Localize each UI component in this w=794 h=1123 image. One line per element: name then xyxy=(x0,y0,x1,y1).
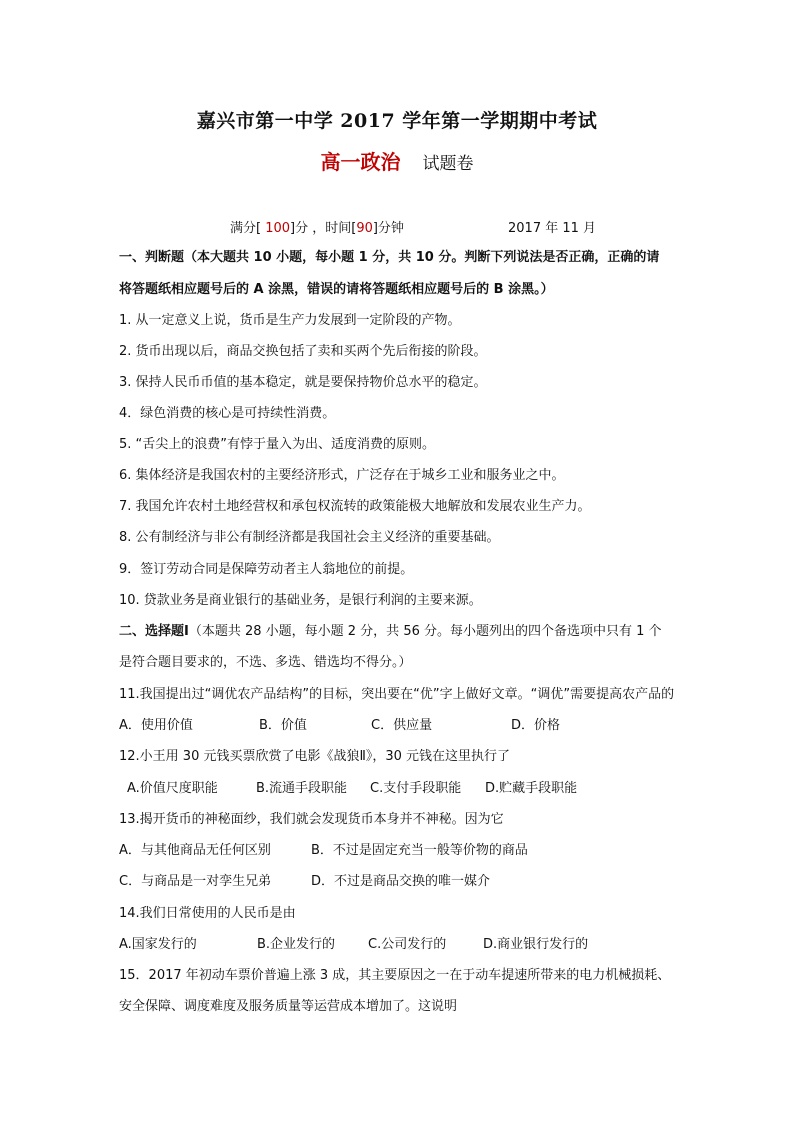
score-value: 100 xyxy=(261,221,291,236)
q13-option-a: A．与其他商品无任何区别 xyxy=(119,843,271,858)
q12-option-d: D.贮藏手段职能 xyxy=(485,781,578,796)
paper-label: 试题卷 xyxy=(422,154,474,174)
judge-item: 4．绿色消费的核心是可持续性消费。 xyxy=(119,406,336,421)
judge-item: 10. 贷款业务是商业银行的基础业务，是银行利润的主要来源。 xyxy=(119,593,482,608)
exam-date: 2017 年 11 月 xyxy=(508,221,597,236)
q13-option-d: D．不过是商品交换的唯一媒介 xyxy=(311,874,491,889)
q12-option-c: C.支付手段职能 xyxy=(370,781,462,796)
q14-option-c: C.公司发行的 xyxy=(368,937,447,952)
q14-option-b: B.企业发行的 xyxy=(257,937,336,952)
section2-heading-bold: 二、选择题Ⅰ xyxy=(119,624,189,639)
q11-option-c: C．供应量 xyxy=(371,718,433,733)
judge-item: 7. 我国允许农村土地经营权和承包权流转的政策能极大地解放和发展农业生产力。 xyxy=(119,499,591,514)
q12-option-a: A.价值尺度职能 xyxy=(127,781,218,796)
section1-heading-line2: 将答题纸相应题号后的 A 涂黑，错误的请将答题纸相应题号后的 B 涂黑。） xyxy=(119,282,554,297)
q12-stem: 12.小王用 30 元钱买票欣赏了电影《战狼Ⅱ》，30 元钱在这里执行了 xyxy=(119,749,511,764)
judge-item: 8. 公有制经济与非公有制经济都是我国社会主义经济的重要基础。 xyxy=(119,530,500,545)
judge-item: 6. 集体经济是我国农村的主要经济形式，广泛存在于城乡工业和服务业之中。 xyxy=(119,468,565,483)
q13-stem: 13.揭开货币的神秘面纱，我们就会发现货币本身并不神秘。因为它 xyxy=(119,812,504,827)
section2-heading-rest: （本题共 28 小题，每小题 2 分，共 56 分。每小题列出的四个备选项中只有 1 个 xyxy=(188,624,662,639)
q11-option-b: B．价值 xyxy=(259,718,307,733)
judge-item: 3. 保持人民币币值的基本稳定，就是要保持物价总水平的稳定。 xyxy=(119,375,487,390)
q14-stem: 14.我们日常使用的人民币是由 xyxy=(119,906,296,921)
section1-heading-line1: 一、判断题（本大题共 10 小题，每小题 1 分，共 10 分。判断下列说法是否正确，正确的请 xyxy=(119,250,660,265)
judge-item: 1. 从一定意义上说，货币是生产力发展到一定阶段的产物。 xyxy=(119,313,461,328)
q11-stem: 11.我国提出过“调优农产品结构”的目标，突出要在“优”字上做好文章。“调优”需要提高农产品的 xyxy=(119,687,675,702)
exam-title: 嘉兴市第一中学 2017 学年第一学期期中考试 xyxy=(196,110,598,132)
q15-stem-line2: 安全保障、调度难度及服务质量等运营成本增加了。这说明 xyxy=(119,999,458,1014)
time-suffix: ]分钟 xyxy=(372,221,404,236)
q15-stem-line1: 15．2017 年初动车票价普遍上涨 3 成，其主要原因之一在于动车提速所带来的电力机械损耗、 xyxy=(119,968,671,983)
q11-option-d: D．价格 xyxy=(511,718,561,733)
q13-option-b: B．不过是固定充当一般等价物的商品 xyxy=(311,843,528,858)
judge-item: 5. “舌尖上的浪费”有悖于量入为出、适度消费的原则。 xyxy=(119,437,436,452)
q14-option-a: A.国家发行的 xyxy=(119,937,197,952)
score-mid: ]分 ，时间[ xyxy=(290,221,357,236)
q13-option-c: C．与商品是一对孪生兄弟 xyxy=(119,874,272,889)
q14-option-d: D.商业银行发行的 xyxy=(483,937,589,952)
section2-heading-line1 xyxy=(119,622,662,642)
q11-option-a: A．使用价值 xyxy=(119,718,193,733)
section2-heading-line2: 是符合题目要求的，不选、多选、错选均不得分。） xyxy=(119,655,412,670)
score-prefix: 满分[ xyxy=(230,221,262,236)
time-value: 90 xyxy=(356,221,373,236)
exam-meta xyxy=(230,217,597,236)
exam-subtitle xyxy=(0,146,794,175)
subject-label: 高一政治 xyxy=(320,150,401,174)
q12-option-b: B.流通手段职能 xyxy=(256,781,348,796)
judge-item: 2. 货币出现以后，商品交换包括了卖和买两个先后衔接的阶段。 xyxy=(119,344,487,359)
judge-item: 9．签订劳动合同是保障劳动者主人翁地位的前提。 xyxy=(119,562,414,577)
